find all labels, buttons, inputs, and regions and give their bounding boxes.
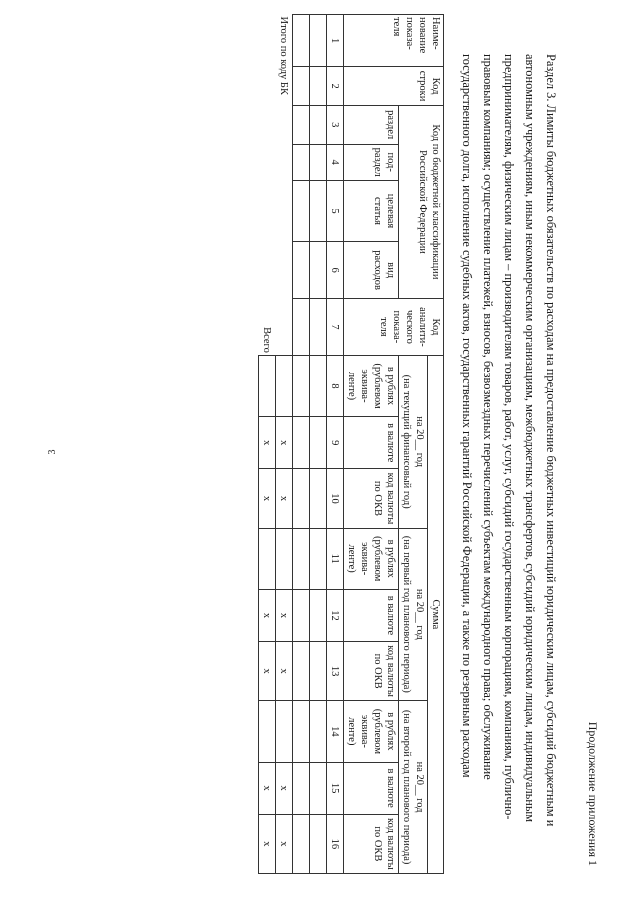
col-num: 16 <box>327 814 344 873</box>
col-num: 2 <box>327 67 344 106</box>
header-cur-3: в валюте <box>344 762 399 814</box>
header-okv-1: код валюты по ОКВ <box>344 469 399 528</box>
page-number: 3 <box>47 449 58 455</box>
mark-x: x <box>259 469 276 528</box>
data-row <box>310 15 327 874</box>
header-target-article: целевая статья <box>344 180 399 241</box>
header-okv-2: код валюты по ОКВ <box>344 642 399 701</box>
grand-total-row <box>259 15 276 874</box>
col-num: 10 <box>327 469 344 528</box>
header-okv-3: код валюты по ОКВ <box>344 814 399 873</box>
col-num: 12 <box>327 589 344 641</box>
data-row <box>293 15 310 874</box>
header-subsection: под-раздел <box>344 144 399 180</box>
header-cur-1: в валюте <box>344 417 399 469</box>
grand-total-label: Всего <box>261 327 273 353</box>
col-num: 11 <box>327 528 344 589</box>
header-rub-2: в рублях (рублевом эквива-ленте) <box>344 528 399 589</box>
header-rub-1: в рублях (рублевом эквива-ленте) <box>344 355 399 416</box>
mark-x: x <box>259 589 276 641</box>
header-code-row: Код строки <box>344 67 444 106</box>
mark-x: x <box>276 814 293 873</box>
header-cur-2: в валюте <box>344 589 399 641</box>
col-num: 15 <box>327 762 344 814</box>
col-num: 1 <box>327 15 344 67</box>
col-num: 6 <box>327 242 344 299</box>
header-bk: Код по бюджетной классификации Российской Федерации <box>399 105 444 298</box>
header-year3: на 20__ год (на второй год планового периода) <box>399 701 428 874</box>
section-title: Раздел 3. Лимиты бюджетных обязательств по расходам на предоставление бюджетных инвестиций юридическим лицам, субсидий бюджетным и автономным учреждениям, иным некоммерческим организациям, межбюджетных трансфертов, субсидий юридическим лицам, индивидуальным предпринимателям, физическим лицам – производителям товаров, работ, услуг, субсидий государственным корпорациям, компаниям, публично-правовым компаниям; осуществление платежей, взносов, безвозмездных перечислений субъектам международного права; обслуживание государственного долга, исполнение судебных актов, государственных гарантий Российской Федерации, а также по резервным расходам <box>460 54 558 827</box>
mark-x: x <box>259 642 276 701</box>
mark-x: x <box>259 762 276 814</box>
col-num: 8 <box>327 355 344 416</box>
col-num: 3 <box>327 105 344 144</box>
mark-x: x <box>276 589 293 641</box>
col-num: 5 <box>327 180 344 241</box>
header-expense-type: вид расходов <box>344 242 399 299</box>
header-section: раздел <box>344 105 399 144</box>
mark-x: x <box>259 814 276 873</box>
mark-x: x <box>276 469 293 528</box>
col-num: 4 <box>327 144 344 180</box>
mark-x: x <box>276 417 293 469</box>
page-content <box>258 14 600 874</box>
col-num: 13 <box>327 642 344 701</box>
header-analytic-code: Код аналити-ческого показа-теля <box>344 299 444 356</box>
column-number-row <box>327 15 344 874</box>
col-num: 9 <box>327 417 344 469</box>
total-by-bk-label: Итого по коду БК <box>278 16 290 95</box>
total-by-bk-row <box>276 15 293 874</box>
limits-table <box>258 14 444 874</box>
col-num: 7 <box>327 299 344 356</box>
header-sum: Сумма <box>428 355 444 873</box>
header-year2: на 20__ год (на первый год планового периода) <box>399 528 428 701</box>
col-num: 14 <box>327 701 344 762</box>
header-rub-3: в рублях (рублевом эквива-ленте) <box>344 701 399 762</box>
mark-x: x <box>276 762 293 814</box>
header-year1: на 20__ год (на текущий финансовый год) <box>399 355 428 528</box>
mark-x: x <box>276 642 293 701</box>
mark-x: x <box>259 417 276 469</box>
header-name: Наиме-нование показа-теля <box>344 15 444 67</box>
continuation-label: Продолжение приложения 1 <box>586 721 600 866</box>
